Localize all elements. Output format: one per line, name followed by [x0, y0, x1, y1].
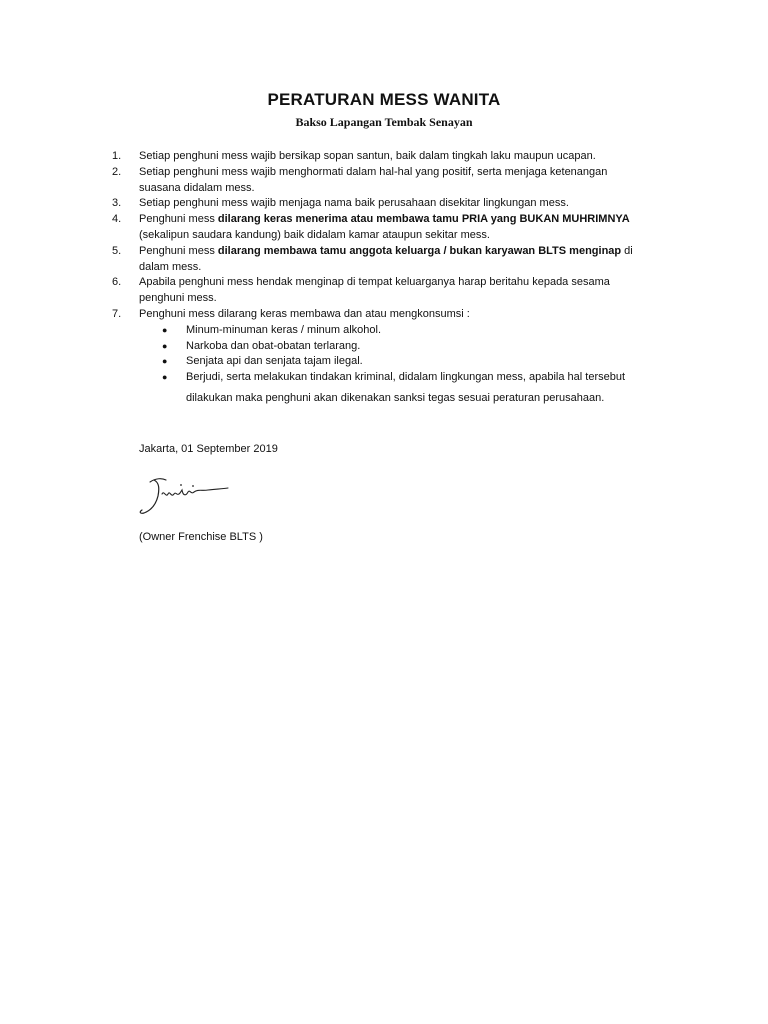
- document-subtitle: Bakso Lapangan Tembak Senayan: [295, 115, 473, 129]
- bullet-text: Narkoba dan obat-obatan terlarang.: [186, 340, 361, 352]
- rule-text-line: penghuni mess.: [139, 292, 217, 304]
- rule-number: 6.: [112, 276, 122, 288]
- rule-text-bold: dilarang keras menerima atau membawa tamu PRIA yang BUKAN MUHRIMNYA: [217, 213, 630, 225]
- rule-text-line: Apabila penghuni mess hendak menginap di tempat keluarganya harap beritahu kepada sesama: [139, 276, 610, 288]
- bullet-dot-icon: ●: [162, 372, 168, 382]
- rule-text: [139, 164, 669, 196]
- rule-number: 2.: [112, 166, 122, 178]
- rule-text: Penghuni mess dilarang keras membawa dan atau mengkonsumsi :: [139, 308, 470, 320]
- bullet-text-line: Berjudi, serta melakukan tindakan kriminal, didalam lingkungan mess, apabila hal tersebut: [186, 371, 626, 383]
- rule-number: 4.: [112, 213, 122, 225]
- document-title: PERATURAN MESS WANITA: [267, 90, 501, 109]
- bullet-dot-icon: ●: [162, 356, 168, 366]
- rule-text: Setiap penghuni mess wajib bersikap sopan santun, baik dalam tingkah laku maupun ucapan.: [139, 150, 596, 162]
- bullet-text: [186, 369, 676, 411]
- rule-number: 3.: [112, 197, 122, 209]
- rule-text-plain: Penghuni mess: [139, 213, 218, 225]
- rule-number: 7.: [112, 308, 122, 320]
- owner-label: (Owner Frenchise BLTS ): [139, 531, 263, 543]
- bullet-dot-icon: ●: [162, 325, 168, 335]
- bullet-text-line: dilakukan maka penghuni akan dikenakan sanksi tegas sesuai peraturan perusahaan.: [186, 392, 605, 404]
- bullet-text: Minum-minuman keras / minum alkohol.: [186, 324, 382, 336]
- rule-text: Setiap penghuni mess wajib menjaga nama baik perusahaan disekitar lingkungan mess.: [139, 197, 569, 209]
- rule-text-line: dalam mess.: [139, 261, 202, 273]
- rule-number: 1.: [112, 150, 122, 162]
- signature-image: [136, 472, 236, 518]
- rule-text-line: (sekalipun saudara kandung) baik didalam kamar ataupun sekitar mess.: [139, 229, 490, 241]
- rule-text: [139, 211, 669, 243]
- rule-text: [139, 274, 669, 306]
- rule-text-plain: di: [621, 245, 633, 257]
- rule-text-plain: Penghuni mess: [139, 245, 218, 257]
- rule-text-line: suasana didalam mess.: [139, 182, 255, 194]
- bullet-dot-icon: ●: [162, 341, 168, 351]
- rule-text-line: Setiap penghuni mess wajib menghormati dalam hal-hal yang positif, serta menjaga ketenangan: [139, 166, 608, 178]
- place-date: Jakarta, 01 September 2019: [139, 443, 278, 455]
- rule-number: 5.: [112, 245, 122, 257]
- rule-text: [139, 243, 669, 275]
- rule-text-bold: dilarang membawa tamu anggota keluarga / bukan karyawan BLTS menginap: [217, 245, 622, 257]
- bullet-text: Senjata api dan senjata tajam ilegal.: [186, 355, 363, 367]
